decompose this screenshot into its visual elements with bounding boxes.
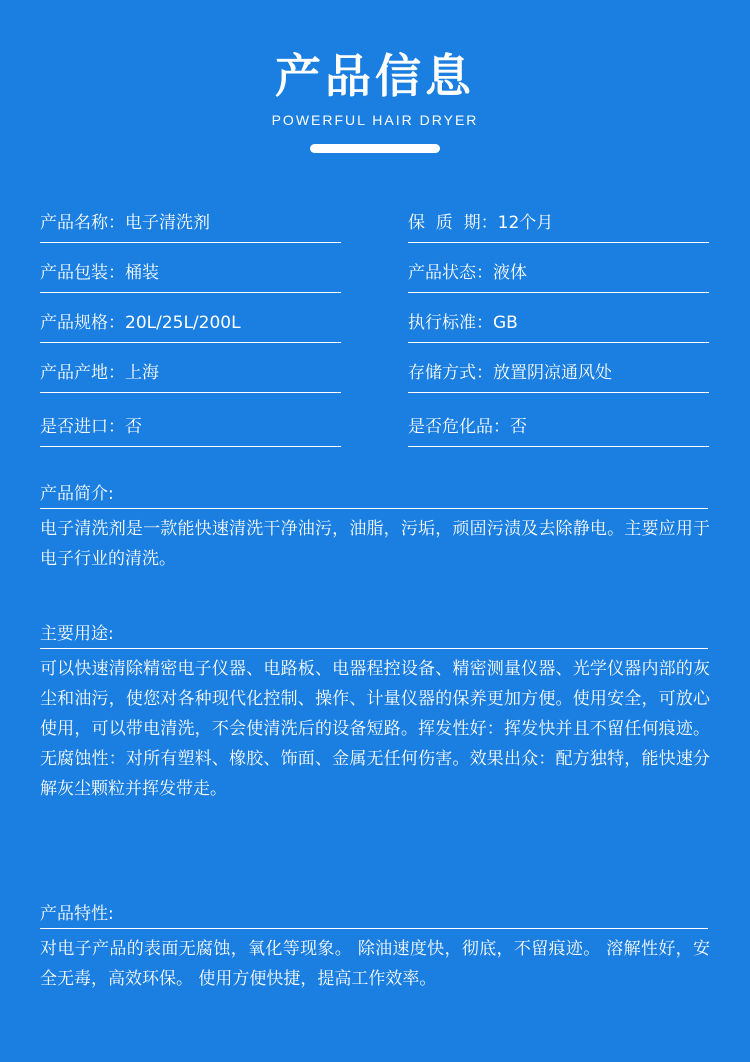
field-label: 产品产地： bbox=[40, 363, 125, 383]
field-label: 执行标准： bbox=[408, 313, 493, 333]
field-storage bbox=[408, 354, 709, 393]
field-specification bbox=[40, 304, 341, 343]
page-subtitle: POWERFUL HAIR DRYER bbox=[271, 112, 479, 128]
field-shelf-life bbox=[408, 204, 709, 243]
field-value: 否 bbox=[510, 417, 527, 437]
field-standard bbox=[408, 304, 709, 343]
field-label: 产品规格： bbox=[40, 313, 125, 333]
field-label: 产品名称： bbox=[40, 213, 125, 233]
field-label: 保 质 期： bbox=[408, 213, 498, 233]
section-title-features: 产品特性: bbox=[40, 900, 708, 929]
field-value: 否 bbox=[125, 417, 142, 437]
field-origin bbox=[40, 354, 341, 393]
field-value: 放置阴凉通风处 bbox=[493, 363, 612, 383]
section-body-uses: 可以快速清除精密电子仪器、电路板、电器程控设备、精密测量仪器、光学仪器内部的灰尘和油污，使您对各种现代化控制、操作、计量仪器的保养更加方便。使用安全，可放心使用，可以带电清洗，不会使清洗后的设备短路。挥发性好：挥发快并且不留任何痕迹。无腐蚀性：对所有塑料、橡胶、饰面、金属无任何伤害。效果出众：配方独特，能快速分解灰尘颗粒并挥发带走。 bbox=[40, 659, 710, 799]
page-title: 产品信息 bbox=[275, 49, 475, 103]
field-value: 电子清洗剂 bbox=[125, 213, 210, 233]
field-value: 上海 bbox=[125, 363, 159, 383]
field-label: 是否进口： bbox=[40, 417, 125, 437]
field-hazardous bbox=[408, 408, 709, 447]
field-label: 产品包装： bbox=[40, 263, 125, 283]
field-packaging bbox=[40, 254, 341, 293]
field-label: 是否危化品： bbox=[408, 417, 510, 437]
field-label: 产品状态： bbox=[408, 263, 493, 283]
field-imported bbox=[40, 408, 341, 447]
field-state bbox=[408, 254, 709, 293]
field-label: 存储方式： bbox=[408, 363, 493, 383]
header bbox=[0, 48, 750, 153]
field-value: 液体 bbox=[493, 263, 527, 283]
section-title-intro: 产品简介: bbox=[40, 480, 708, 509]
field-value: GB bbox=[493, 313, 518, 333]
field-value: 12个月 bbox=[497, 213, 554, 233]
section-body-intro: 电子清洗剂是一款能快速清洗干净油污，油脂，污垢，顽固污渍及去除静电。主要应用于电子行业的清洗。 bbox=[40, 519, 710, 569]
section-body-features: 对电子产品的表面无腐蚀，氧化等现象。 除油速度快，彻底，不留痕迹。 溶解性好，安全无毒，高效环保。 使用方便快捷，提高工作效率。 bbox=[40, 939, 710, 989]
field-product-name bbox=[40, 204, 341, 243]
field-value: 桶装 bbox=[125, 263, 159, 283]
field-value: 20L/25L/200L bbox=[125, 313, 241, 333]
section-title-uses: 主要用途: bbox=[40, 620, 708, 649]
title-underline-bar bbox=[310, 144, 440, 153]
